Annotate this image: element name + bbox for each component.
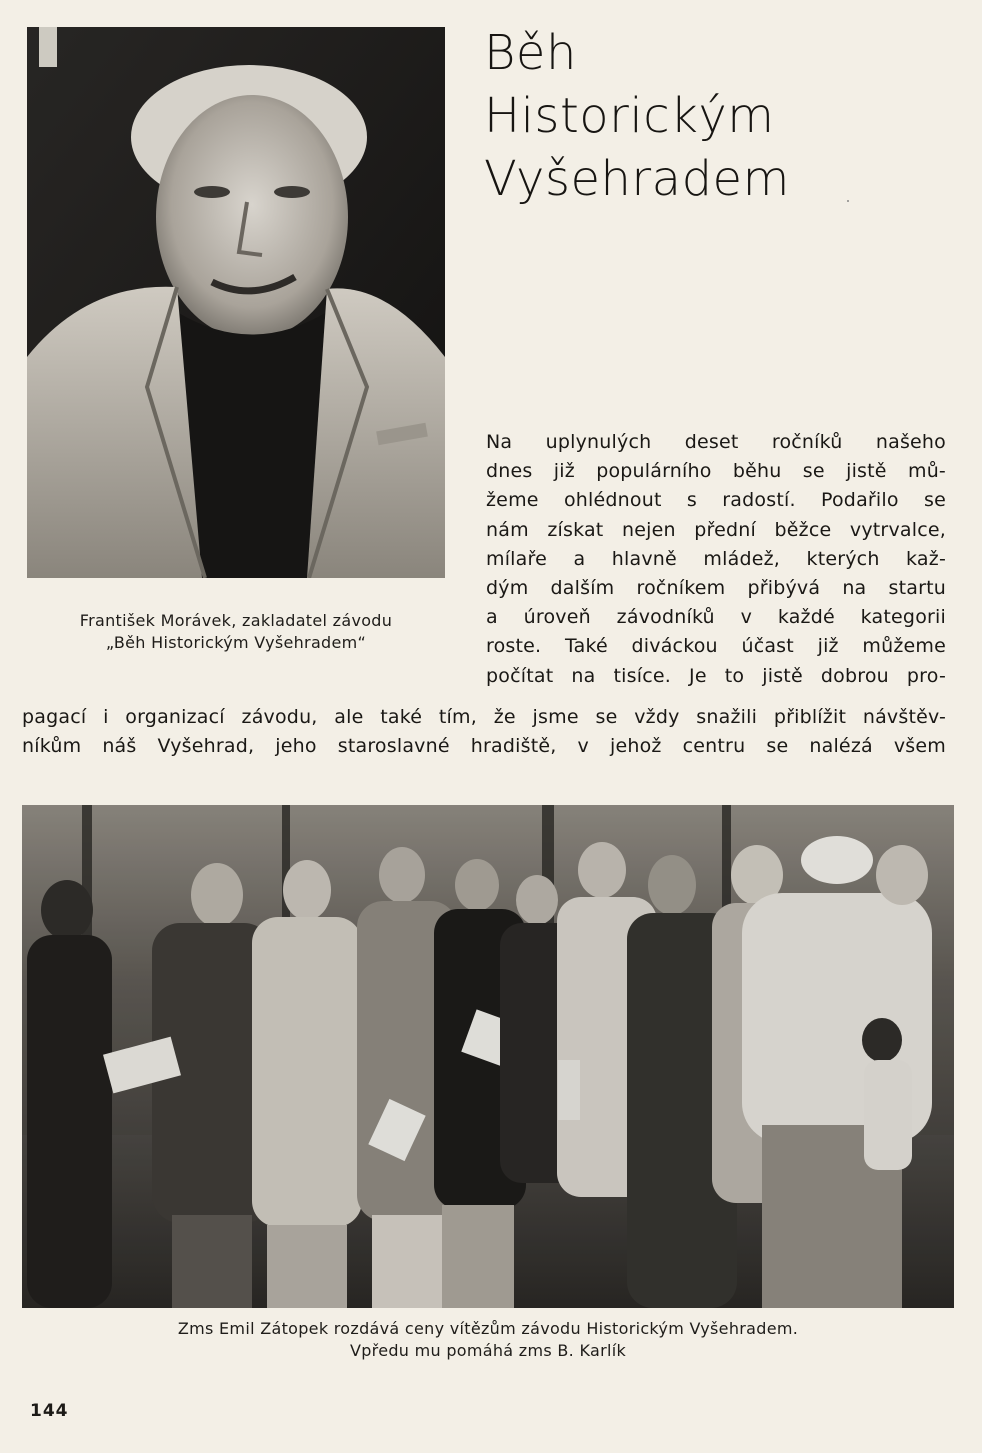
portrait-image bbox=[27, 27, 445, 578]
body-line: nám získat nejen přední běžce vytrvalce, bbox=[486, 518, 946, 541]
title-line-1: Běh bbox=[484, 25, 577, 81]
group-photo bbox=[22, 805, 954, 1308]
body-text-wide bbox=[22, 703, 946, 761]
group-image bbox=[22, 805, 954, 1308]
article-title bbox=[484, 22, 924, 211]
body-line: žeme ohlédnout s radostí. Podařilo se bbox=[486, 489, 946, 512]
group-caption-line-2: Vpředu mu pomáhá zms B. Karlík bbox=[349, 1341, 627, 1360]
body-text-narrow bbox=[486, 428, 946, 691]
portrait-photo bbox=[27, 27, 445, 578]
print-speck bbox=[847, 200, 849, 202]
body-line: roste. Také diváckou účast již můžeme bbox=[486, 635, 946, 658]
body-line: níkům náš Vyšehrad, jeho staroslavné hradiště, v jehož centru se nalézá všem bbox=[22, 735, 946, 758]
title-line-3: Vyšehradem bbox=[484, 151, 790, 207]
group-photo-caption bbox=[22, 1318, 954, 1362]
portrait-caption-line-1: František Morávek, zakladatel závodu bbox=[79, 611, 393, 630]
body-line: dnes již populárního běhu se jistě mů- bbox=[486, 460, 946, 483]
body-line: mílaře a hlavně mládež, kterých kaž- bbox=[486, 547, 946, 570]
body-line: počítat na tisíce. Je to jistě dobrou pro- bbox=[486, 664, 946, 687]
portrait-caption bbox=[27, 610, 445, 654]
title-line-2: Historickým bbox=[484, 88, 775, 144]
body-line: a úroveň závodníků v každé kategorii bbox=[486, 606, 946, 629]
body-line: pagací i organizací závodu, ale také tím, že jsme se vždy snažili přiblížit návštěv- bbox=[22, 706, 946, 728]
portrait-caption-line-2: „Běh Historickým Vyšehradem“ bbox=[105, 633, 367, 652]
body-line: dým dalším ročníkem přibývá na startu bbox=[486, 577, 946, 600]
page-number: 144 bbox=[30, 1401, 69, 1421]
body-line: Na uplynulých deset ročníků našeho bbox=[486, 431, 946, 453]
group-caption-line-1: Zms Emil Zátopek rozdává ceny vítězům závodu Historickým Vyšehradem. bbox=[177, 1319, 799, 1338]
